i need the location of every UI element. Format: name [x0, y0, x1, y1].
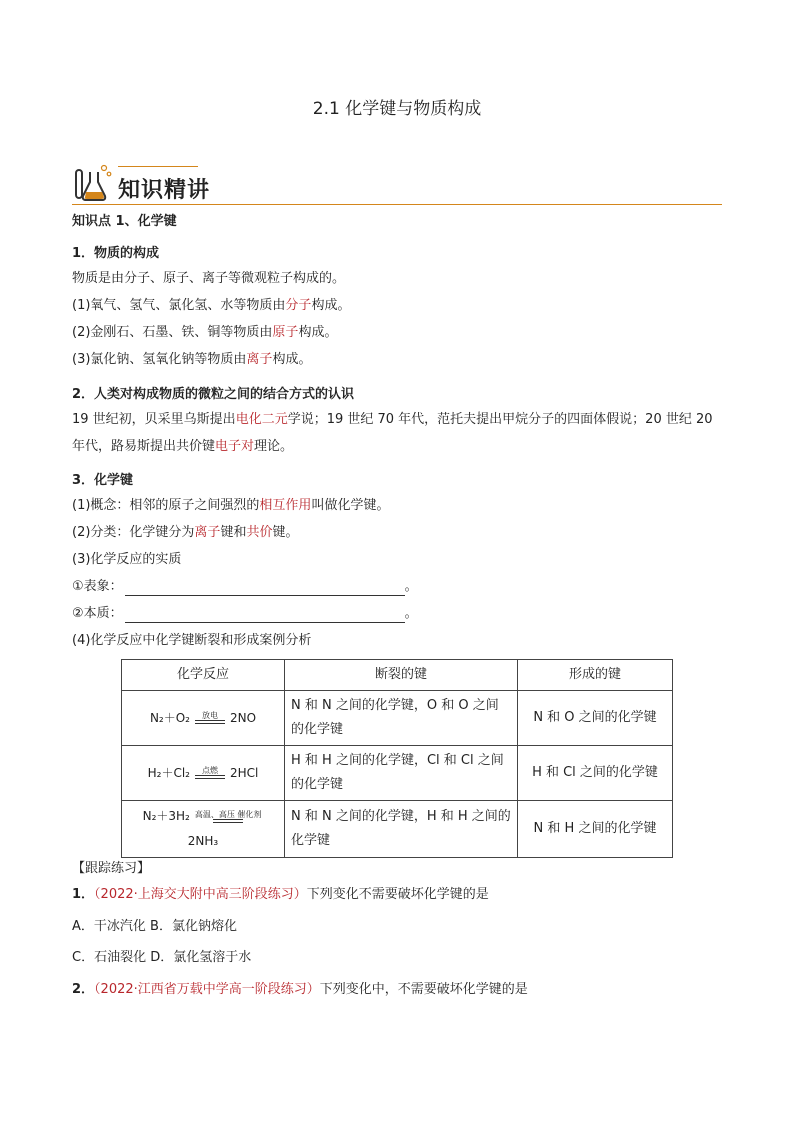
- section-1-line-3: (3)氯化钠、氢氧化钠等物质由离子构成。: [72, 352, 312, 367]
- section-3-line-2: (2)分类：化学键分为离子键和共价键。: [72, 525, 299, 540]
- broken-bonds: N 和 N 之间的化学键，O 和 O 之间的化学键: [285, 691, 518, 746]
- question-1: 1．（2022·上海交大附中高三阶段练习）下列变化不需要破坏化学键的是: [72, 887, 489, 902]
- table-row: [122, 801, 673, 858]
- broken-bonds: H 和 H 之间的化学键，Cl 和 Cl 之间的化学键: [285, 746, 518, 801]
- question-1-options-cd: C．石油裂化 D．氯化氢溶于水: [72, 950, 252, 965]
- section-1-intro: 物质是由分子、原子、离子等微观粒子构成的。: [72, 271, 346, 286]
- section-header: 知识精讲: [118, 178, 211, 203]
- broken-bonds: N 和 N 之间的化学键，H 和 H 之间的化学键: [285, 801, 518, 858]
- blank-essence: ②本质： 。: [72, 606, 418, 621]
- blank-appearance: ①表象： 。: [72, 579, 418, 594]
- question-2: 2．（2022·江西省万载中学高一阶段练习）下列变化中，不需要破坏化学键的是: [72, 982, 528, 997]
- reaction-equation: N₂＋O₂ 放电 2NO: [122, 691, 285, 746]
- question-1-options-ab: A．干冰汽化 B．氯化钠熔化: [72, 919, 237, 934]
- section-2-line-2: 年代，路易斯提出共价键电子对理论。: [72, 439, 294, 454]
- reaction-equation: H₂＋Cl₂ 点燃 2HCl: [122, 746, 285, 801]
- table-header: 形成的键: [518, 660, 673, 691]
- page-title: 2.1 化学键与物质构成: [312, 99, 482, 119]
- section-3-line-3: (3)化学反应的实质: [72, 552, 182, 567]
- table-header: 化学反应: [122, 660, 285, 691]
- header-accent-line: [118, 166, 198, 167]
- chemistry-flask-icon: [70, 162, 114, 204]
- formed-bonds: H 和 Cl 之间的化学键: [518, 746, 673, 801]
- section-2-line-1: 19 世纪初，贝采里乌斯提出电化二元学说；19 世纪 70 年代，范托夫提出甲烷分子的四面体假说；20 世纪 20: [72, 412, 713, 427]
- section-3-line-6: (4)化学反应中化学键断裂和形成案例分析: [72, 633, 312, 648]
- formed-bonds: N 和 O 之间的化学键: [518, 691, 673, 746]
- section-3-line-1: (1)概念：相邻的原子之间强烈的相互作用叫做化学键。: [72, 498, 390, 513]
- table-row: [122, 691, 673, 746]
- section-1-heading: 1．物质的构成: [72, 246, 160, 261]
- formed-bonds: N 和 H 之间的化学键: [518, 801, 673, 858]
- table-header-row: [122, 660, 673, 691]
- reaction-bond-table: [121, 659, 673, 858]
- table-row: [122, 746, 673, 801]
- section-1-line-1: (1)氧气、氢气、氯化氢、水等物质由分子构成。: [72, 298, 351, 313]
- section-2-heading: 2．人类对构成物质的微粒之间的结合方式的认识: [72, 387, 355, 402]
- section-3-heading: 3．化学键: [72, 473, 134, 488]
- knowledge-point-heading: 知识点 1、化学键: [72, 214, 177, 229]
- practice-heading: 【跟踪练习】: [72, 861, 151, 876]
- reaction-equation: N₂＋3H₂ 高温、高压 催化剂 2NH₃: [122, 801, 285, 858]
- header-underline: [72, 204, 722, 205]
- table-header: 断裂的键: [285, 660, 518, 691]
- section-1-line-2: (2)金刚石、石墨、铁、铜等物质由原子构成。: [72, 325, 338, 340]
- blank-line: [125, 581, 405, 596]
- blank-line: [125, 608, 405, 623]
